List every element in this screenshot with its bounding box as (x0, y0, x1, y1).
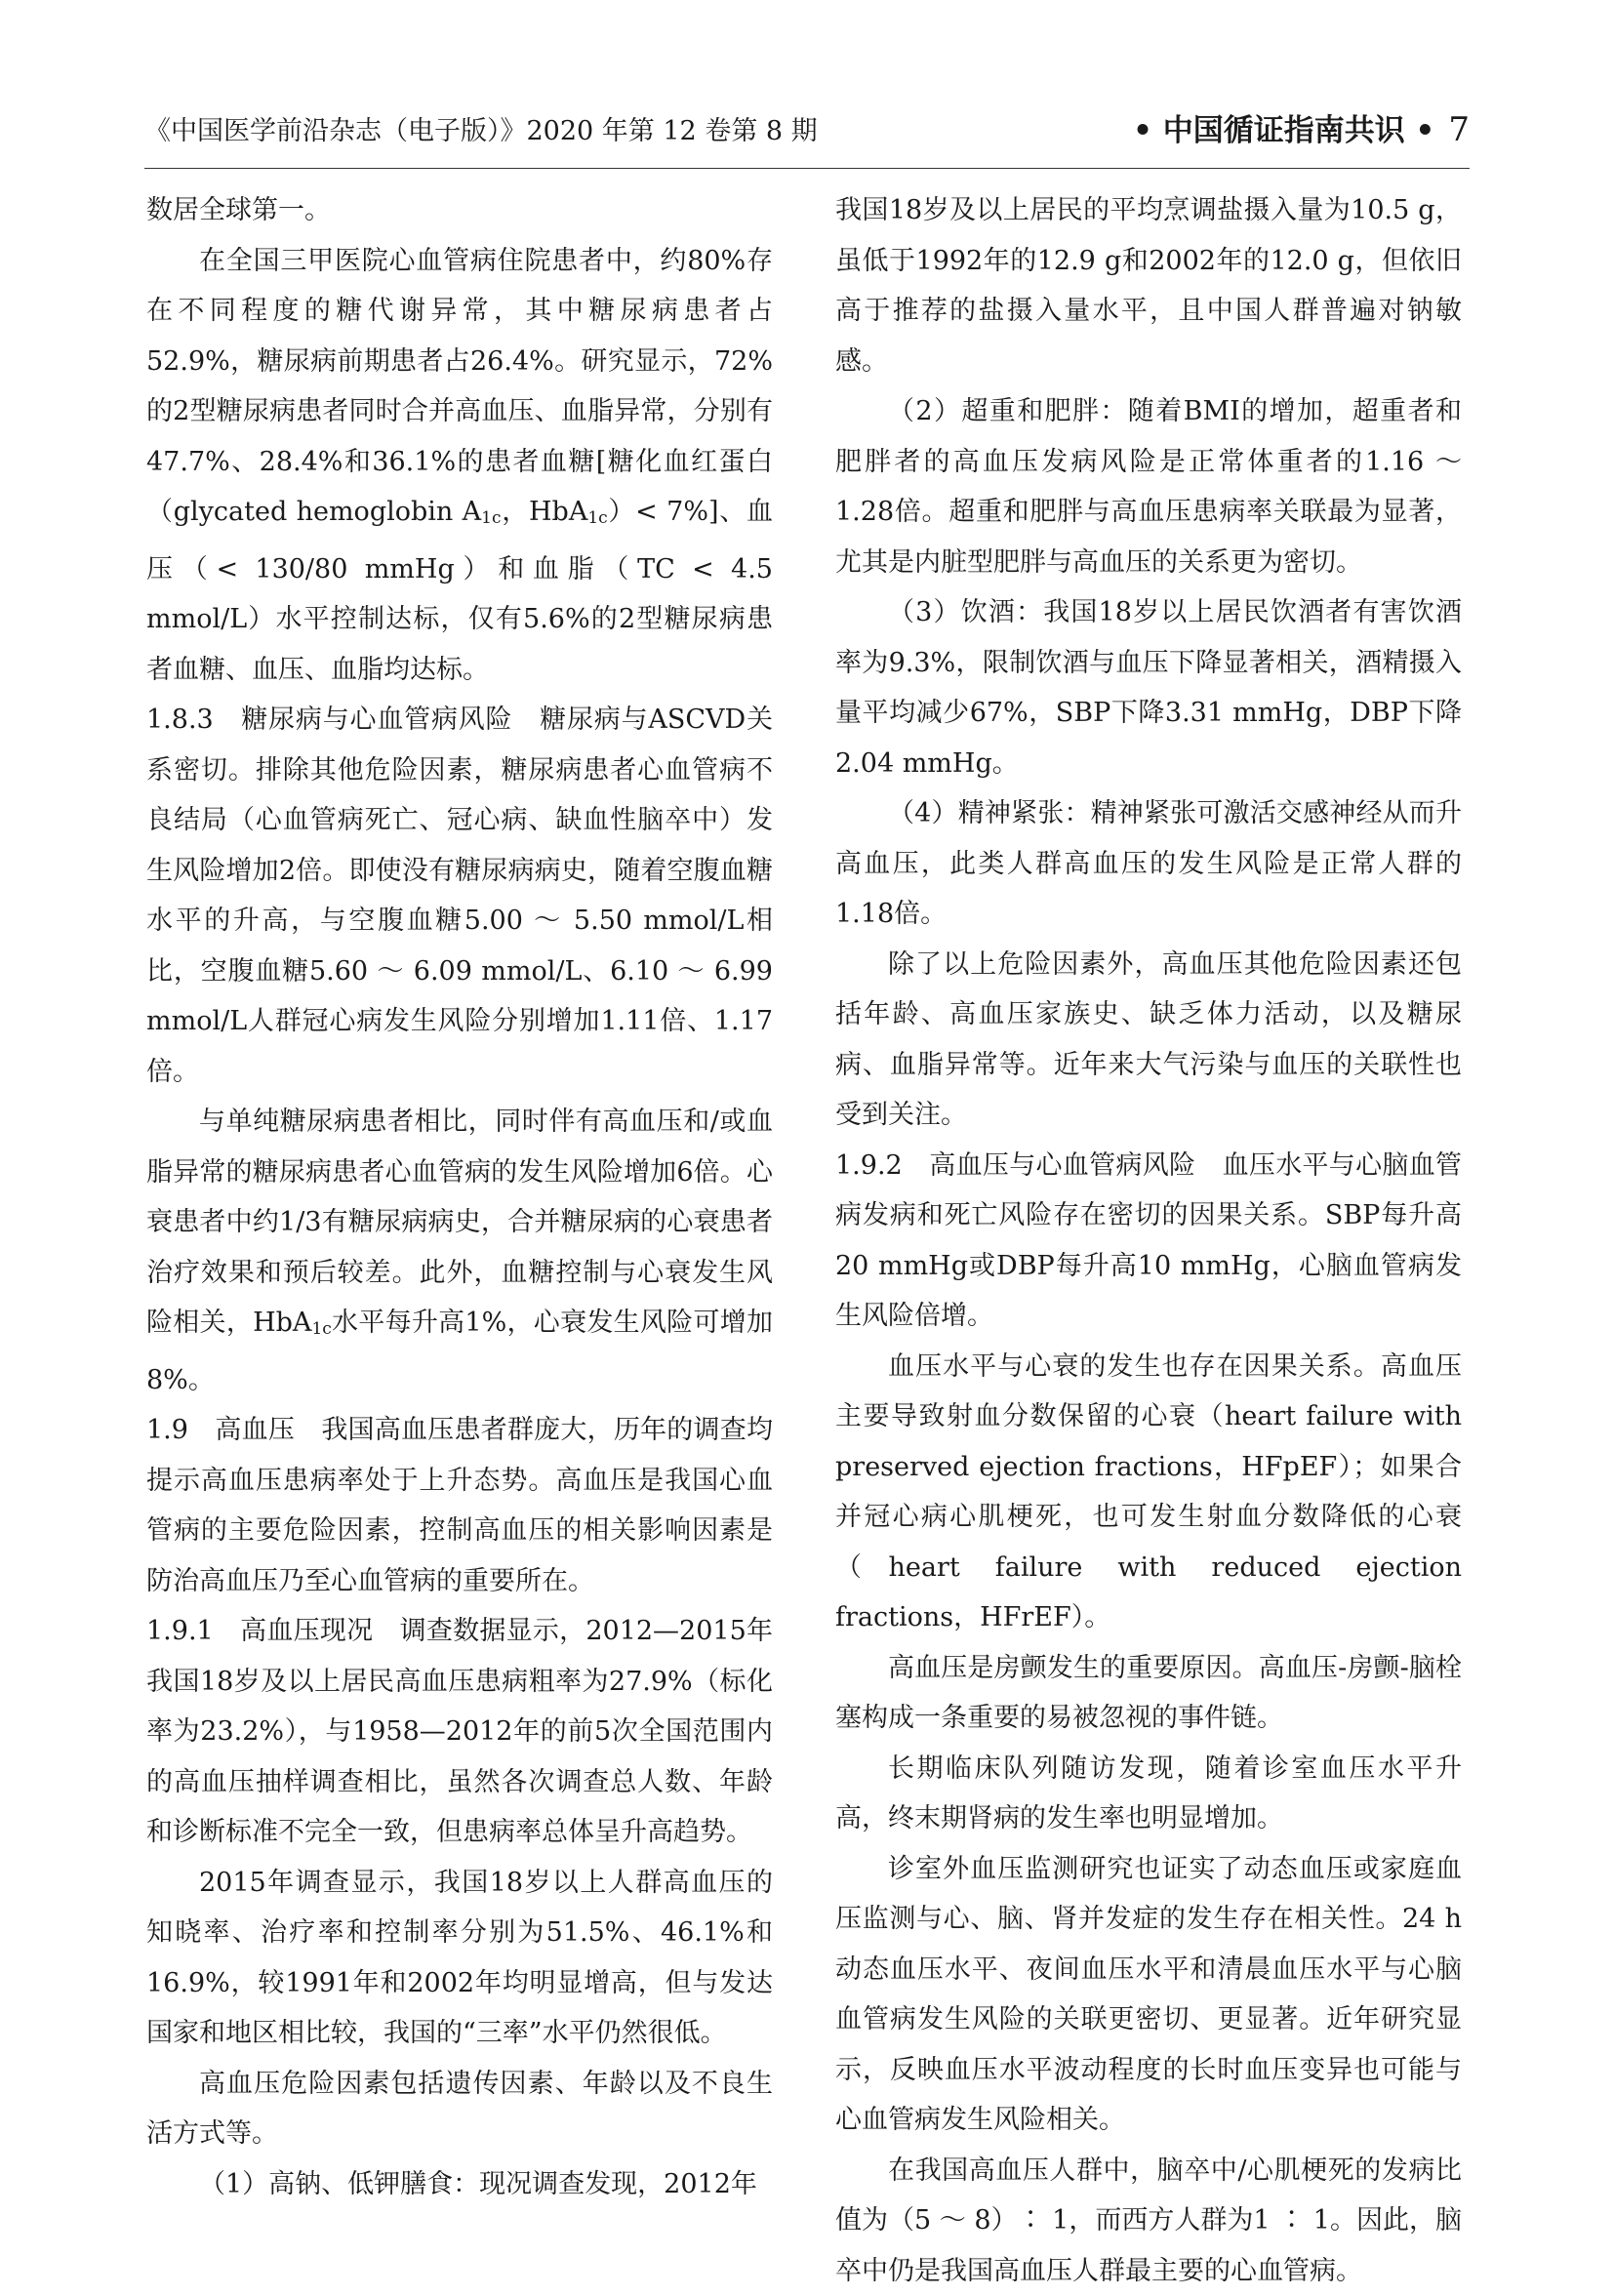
paragraph: 诊室外血压监测研究也证实了动态血压或家庭血压监测与心、脑、肾并发症的发生存在相关性。24 h动态血压水平、夜间血压水平和清晨血压水平与心脑血管病发生风险的关联更密切、更显著。近年研究显示，反映血压水平波动程度的长时血压变异也可能与心血管病发生风险相关。 (835, 1844, 1462, 2146)
left-column (146, 185, 773, 2209)
section-paragraph: 1.9.2 高血压与心血管病风险 血压水平与心脑血管病发病和死亡风险存在密切的因果关系。SBP每升高20 mmHg或DBP每升高10 mmHg，心脑血管病发生风险倍增。 (835, 1141, 1462, 1342)
section-paragraph: 1.9 高血压 我国高血压患者群庞大，历年的调查均提示高血压患病率处于上升态势。高血压是我国心血管病的主要危险因素，控制高血压的相关影响因素是防治高血压乃至心血管病的重要所在。 (146, 1405, 773, 1606)
paragraph: （3）饮酒：我国18岁以上居民饮酒者有害饮酒率为9.3%，限制饮酒与血压下降显著相关，酒精摄入量平均减少67%，SBP下降3.31 mmHg，DBP下降2.04 mmHg。 (835, 587, 1462, 788)
text-run: 水平每升高1%，心衰发生风险可增加8%。 (146, 1308, 773, 1395)
paragraph: 高血压危险因素包括遗传因素、年龄以及不良生活方式等。 (146, 2059, 773, 2159)
text-run: ，HbA (501, 497, 587, 527)
section-header (1133, 105, 1470, 149)
page-header (144, 105, 1470, 164)
paragraph: 在我国高血压人群中，脑卒中/心肌梗死的发病比值为（5 ～ 8）∶ 1，而西方人群为1 ∶ 1。因此，脑卒中仍是我国高血压人群最主要的心血管病。 (835, 2146, 1462, 2296)
paragraph: （2）超重和肥胖：随着BMI的增加，超重者和肥胖者的高血压发病风险是正常体重者的1.16 ～ 1.28倍。超重和肥胖与高血压患病率关联最为显著，尤其是内脏型肥胖与高血压的关系更为密切。 (835, 386, 1462, 587)
text-run: 与单纯糖尿病患者相比，同时伴有高血压和/或血脂异常的糖尿病患者心血管病的发生风险增加6倍。心衰患者中约1/3有糖尿病病史，合并糖尿病的心衰患者治疗效果和预后较差。此外，血糖控制与心衰发生风险相关，HbA (146, 1107, 773, 1338)
section-paragraph: 1.9.1 高血压现况 调查数据显示，2012—2015年我国18岁及以上居民高血压患病粗率为27.9%（标化率为23.2%），与1958—2012年的前5次全国范围内的高血压抽样调查相比，虽然各次调查总人数、年龄和诊断标准不完全一致，但患病率总体呈升高趋势。 (146, 1606, 773, 1858)
paragraph: 长期临床队列随访发现，随着诊室血压水平升高，终末期肾病的发生率也明显增加。 (835, 1744, 1462, 1844)
subscript: 1c (481, 508, 501, 528)
subscript: 1c (311, 1319, 331, 1339)
paragraph: 数居全球第一。 (146, 185, 773, 236)
paragraph: 高血压是房颤发生的重要原因。高血压-房颤-脑栓塞构成一条重要的易被忽视的事件链。 (835, 1643, 1462, 1744)
paragraph: 血压水平与心衰的发生也存在因果关系。高血压主要导致射血分数保留的心衰（heart failure with preserved ejection fractions，HFpEF）；如果合并冠心病心肌梗死，也可发生射血分数降低的心衰（heart failure with reduced ejection fractions，HFrEF）。 (835, 1342, 1462, 1643)
paragraph (146, 1097, 773, 1405)
section-title: • 中国循证指南共识 • (1133, 113, 1434, 148)
paragraph: （1）高钠、低钾膳食：现况调查发现，2012年 (146, 2159, 773, 2210)
paragraph: （4）精神紧张：精神紧张可激活交感神经从而升高血压，此类人群高血压的发生风险是正常人群的1.18倍。 (835, 788, 1462, 940)
text-run: ）< 7%]、血压（< 130/80 mmHg）和血脂（TC < 4.5 mmol/L）水平控制达标，仅有5.6%的2型糖尿病患者血糖、血压、血脂均达标。 (146, 497, 773, 685)
section-paragraph: 1.8.3 糖尿病与心血管病风险 糖尿病与ASCVD关系密切。排除其他危险因素，糖尿病患者心血管病不良结局（心血管病死亡、冠心病、缺血性脑卒中）发生风险增加2倍。即使没有糖尿病病史，随着空腹血糖水平的升高，与空腹血糖5.00 ～ 5.50 mmol/L相比，空腹血糖5.60 ～ 6.09 mmol/L、6.10 ～ 6.99 mmol/L人群冠心病发生风险分别增加1.11倍、1.17倍。 (146, 695, 773, 1097)
paragraph: 2015年调查显示，我国18岁以上人群高血压的知晓率、治疗率和控制率分别为51.5%、46.1%和16.9%，较1991年和2002年均明显增高，但与发达国家和地区相比较，我国的“三率”水平仍然很低。 (146, 1858, 773, 2059)
subscript: 1c (587, 508, 607, 528)
right-column (835, 185, 1462, 2296)
paragraph (146, 236, 773, 696)
page-number: 7 (1448, 110, 1470, 149)
header-rule (144, 168, 1470, 169)
paragraph: 除了以上危险因素外，高血压其他危险因素还包括年龄、高血压家族史、缺乏体力活动，以及糖尿病、血脂异常等。近年来大气污染与血压的关联性也受到关注。 (835, 940, 1462, 1141)
journal-title: 《中国医学前沿杂志（电子版）》2020 年第 12 卷第 8 期 (144, 109, 818, 147)
text-run: 在全国三甲医院心血管病住院患者中，约80%存在不同程度的糖代谢异常，其中糖尿病患者占52.9%，糖尿病前期患者占26.4%。研究显示，72%的2型糖尿病患者同时合并高血压、血脂异常，分别有47.7%、28.4%和36.1%的患者血糖[糖化血红蛋白（glycated hemoglobin A (146, 246, 773, 528)
paragraph: 我国18岁及以上居民的平均烹调盐摄入量为10.5 g，虽低于1992年的12.9 g和2002年的12.0 g，但依旧高于推荐的盐摄入量水平，且中国人群普遍对钠敏感。 (835, 185, 1462, 386)
